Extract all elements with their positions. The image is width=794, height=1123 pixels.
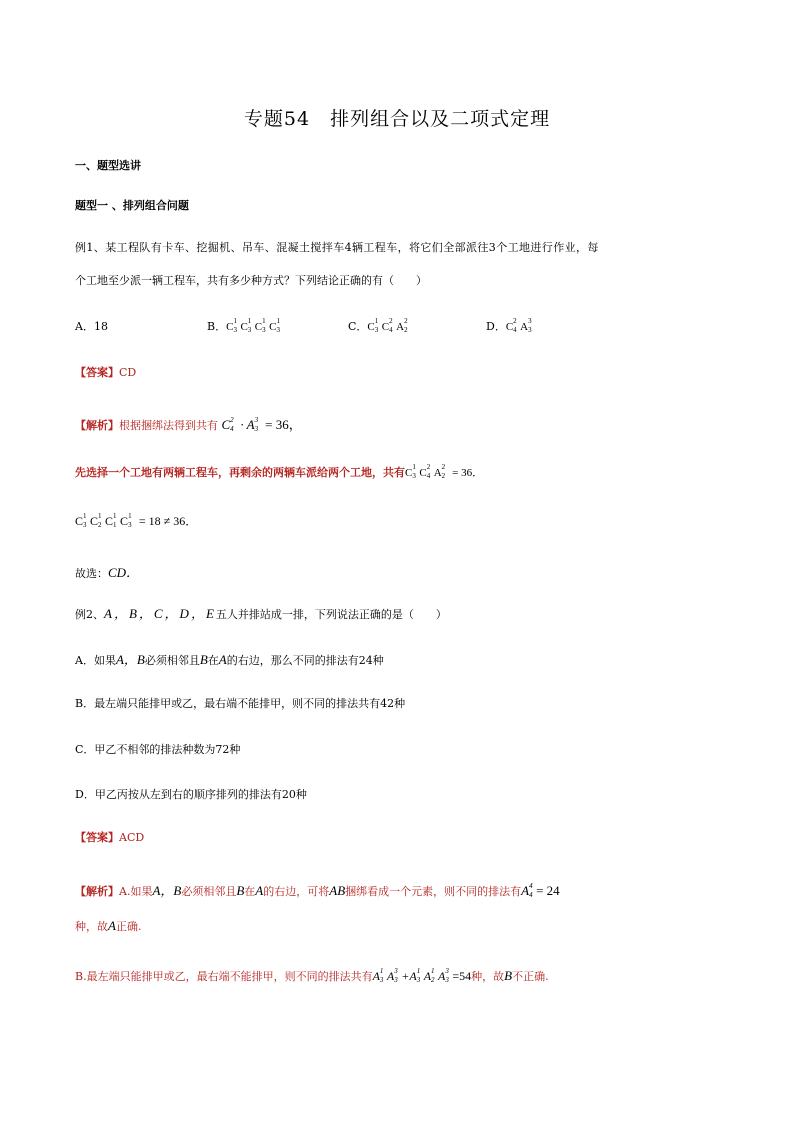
- example2-option-d: D．甲乙丙按从左到右的顺序排列的排法有20种: [75, 788, 307, 801]
- analysis-text: 捆绑看成一个元素，则不同的排法有: [345, 885, 522, 898]
- example2-analysis-a-line1: 【解析】A.如果A，B必须相邻且B在A的右边，可将AB捆绑看成一个元素，则不同的排法有A 4 4 = 24: [75, 882, 560, 899]
- example2-option-b: B．最左端只能排甲或乙，最右端不能排甲，则不同的排法共有42种: [75, 697, 406, 710]
- analysis-value: = 24: [536, 883, 560, 898]
- analysis-label: 【解析】: [75, 419, 119, 432]
- analysis-value: =54: [452, 969, 472, 983]
- example2-option-c: C．甲乙不相邻的排法种数为72种: [75, 743, 241, 756]
- analysis-text: 根据捆绑法得到共有: [119, 419, 218, 432]
- answer-label: 【答案】: [75, 366, 119, 379]
- example1-answer: [75, 364, 136, 380]
- example2-vars: A，B，C，D，E: [104, 606, 216, 621]
- example1-analysis-line1: 【解析】根据捆绑法得到共有 C 2 4 · A 3 3 = 36，: [75, 416, 302, 433]
- analysis-text: 种，故: [75, 920, 108, 933]
- analysis-value: = 36，: [265, 417, 302, 432]
- option-text: 的右边，那么不同的排法有24种: [226, 654, 384, 667]
- analysis-text: 种，故: [471, 970, 505, 983]
- section-heading: 一、题型选讲: [75, 159, 141, 172]
- answer-value: ACD: [119, 831, 145, 844]
- example2-question: 五人并排站成一排，下列说法正确的是（ ）: [215, 608, 447, 621]
- analysis-text: B.最左端只能排甲或乙，最右端不能排甲，则不同的排法共有: [75, 970, 373, 983]
- example1-conclusion: [75, 562, 139, 581]
- answer-label: 【答案】: [75, 831, 119, 844]
- example2-answer: [75, 829, 144, 845]
- example1-option-b: B．C 1 3 C 1 3 C 1 3 C 1 3: [207, 317, 280, 334]
- option-d-label: D．: [486, 320, 506, 333]
- analysis-value: = 36．: [452, 467, 484, 479]
- example1-option-d: D．C 2 4 A 3 3: [486, 317, 532, 334]
- example1-analysis-line2: 先选择一个工地有两辆工程车，再剩余的两辆车派给两个工地，共有C 1 3 C 2 4 A 2 2 = 36．: [75, 463, 484, 480]
- example2-label: 例2、: [75, 608, 104, 621]
- conclusion-value: CD．: [108, 565, 140, 580]
- example1-analysis-line3: C 1 3 C 1 2 C 1 1 C 1 3 = 18 ≠ 36．: [75, 512, 198, 529]
- example2-analysis-b: B.最左端只能排甲或乙，最右端不能排甲，则不同的排法共有A 1 3 A 3 3 +A 1 3 A 1 2 A 3 3 =54种，故B不正确.: [75, 967, 549, 984]
- option-b-label: B．: [207, 320, 227, 333]
- analysis-text: 正确.: [115, 920, 142, 933]
- conclusion-label: 故选：: [75, 567, 108, 580]
- analysis-text: A.如果: [119, 885, 153, 898]
- option-c-label: C．: [348, 320, 368, 333]
- example1-stem-line1: 例1、某工程队有卡车、挖掘机、吊车、混凝土搅拌车4辆工程车，将它们全部派往3个工地进行作业，每: [75, 241, 599, 254]
- analysis-label: 【解析】: [75, 885, 119, 898]
- analysis-text: 在: [244, 885, 256, 898]
- analysis-text: 不正确.: [512, 970, 549, 983]
- answer-value: CD: [119, 366, 137, 379]
- analysis-text: 必须相邻且: [181, 885, 237, 898]
- analysis-text: 先选择一个工地有两辆工程车，再剩余的两辆车派给两个工地，共有: [75, 466, 405, 479]
- page-title: 专题54 排列组合以及二项式定理: [243, 108, 551, 130]
- example1-option-a: A．18: [75, 320, 108, 333]
- option-text: A．如果: [75, 654, 116, 667]
- example2-stem: [75, 603, 447, 622]
- example1-stem-line2: 个工地至少派一辆工程车，共有多少种方式？下列结论正确的有（ ）: [75, 274, 427, 287]
- question-type-heading: 题型一 、排列组合问题: [75, 199, 189, 212]
- analysis-value: = 18 ≠ 36．: [138, 514, 198, 528]
- analysis-text: 的右边，可将: [263, 885, 330, 898]
- option-text: 必须相邻且: [144, 654, 200, 667]
- example2-analysis-a-line2: 种，故A正确.: [75, 918, 142, 933]
- option-text: 在: [207, 654, 219, 667]
- example1-option-c: C．C 1 3 C 2 4 A 2 2: [348, 317, 408, 334]
- example2-option-a: A．如果A，B必须相邻且B在A的右边，那么不同的排法有24种: [75, 652, 384, 667]
